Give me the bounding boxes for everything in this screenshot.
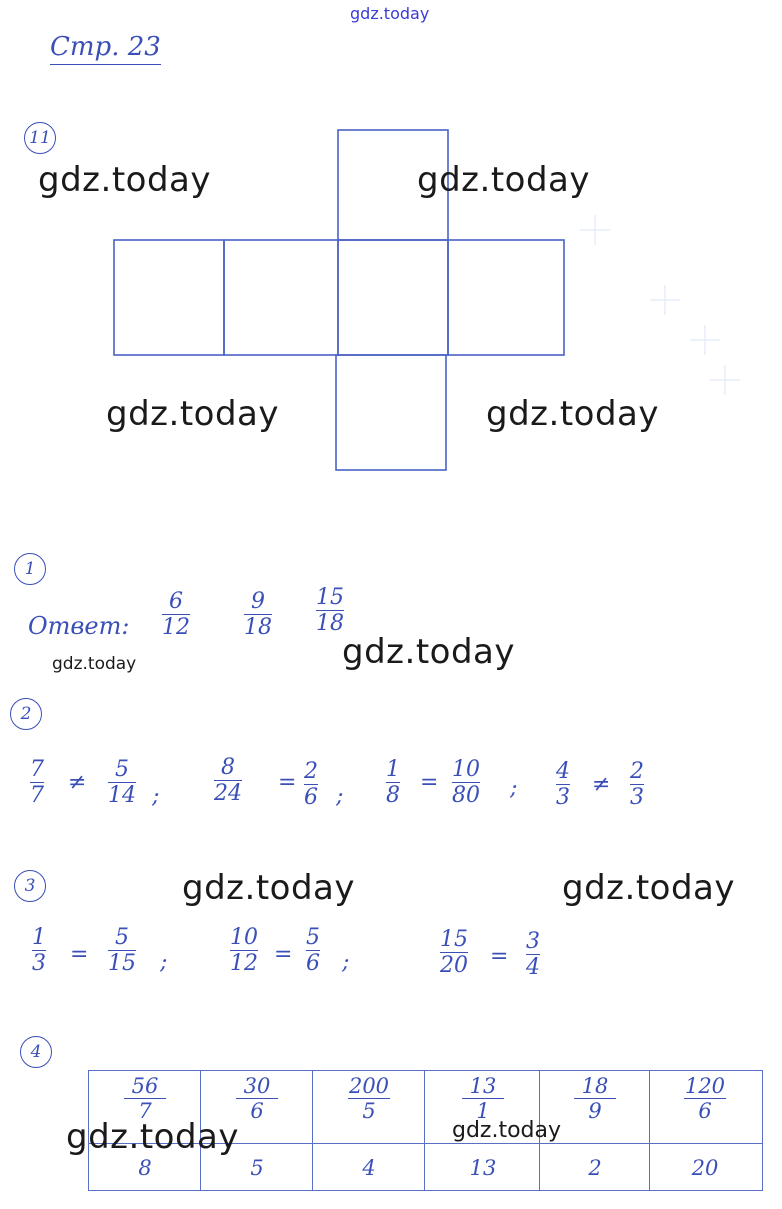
numerator: 10 (230, 925, 258, 950)
denominator: 15 (108, 951, 136, 977)
numerator: 200 (348, 1074, 390, 1098)
table-value-cell: 4 (362, 1156, 376, 1180)
numerator: 2 (304, 759, 318, 784)
fraction (30, 758, 44, 807)
denominator: 7 (138, 1099, 152, 1124)
answer-fraction (316, 586, 344, 635)
table-fraction-cell (89, 1075, 201, 1122)
faint-grid-decor (580, 215, 740, 395)
numerator: 5 (115, 757, 129, 782)
denominator: 18 (316, 611, 344, 637)
exercise-2-number: 2 (10, 698, 42, 730)
table-fraction-cell (649, 1075, 761, 1122)
denominator: 12 (230, 951, 258, 977)
table-fraction-cell (201, 1075, 313, 1122)
fraction (304, 760, 318, 809)
numerator: 1 (386, 757, 400, 782)
comparison-sign: = (274, 942, 293, 967)
net-square-center (338, 240, 448, 355)
answer-fraction (244, 590, 272, 639)
exercise-11-number: 11 (24, 122, 56, 154)
watermark-text: gdz.today (182, 868, 355, 908)
denominator: 4 (526, 955, 540, 981)
comparison-sign: = (420, 770, 439, 795)
comparison-sign: ≠ (592, 772, 611, 797)
watermark-text: gdz.today (417, 160, 590, 200)
denominator: 9 (588, 1099, 602, 1124)
fraction (230, 926, 258, 975)
denominator: 7 (30, 783, 44, 809)
fraction (386, 758, 400, 807)
numerator: 15 (440, 927, 468, 952)
denominator: 1 (476, 1099, 490, 1124)
watermark-text: gdz.today (66, 1117, 239, 1157)
answer-label: Ответ: (28, 612, 130, 640)
denominator: 6 (306, 951, 320, 977)
numerator: 2 (630, 759, 644, 784)
denominator: 5 (362, 1099, 376, 1124)
numerator: 56 (131, 1074, 159, 1098)
separator: ; (160, 950, 168, 975)
table-value-cell: 20 (691, 1156, 719, 1180)
numerator: 4 (556, 759, 570, 784)
top-watermark: gdz.today (350, 4, 430, 23)
numerator: 3 (526, 929, 540, 954)
separator: ; (342, 950, 350, 975)
separator: ; (152, 784, 160, 809)
denominator: 18 (244, 615, 272, 641)
watermark-text: gdz.today (106, 394, 279, 434)
numerator: 18 (581, 1074, 609, 1098)
fraction (108, 758, 136, 807)
numerator: 1 (32, 925, 46, 950)
exercise-3-number: 3 (14, 870, 46, 902)
net-square-bottom (336, 355, 446, 470)
numerator: 15 (316, 585, 344, 610)
numerator: 8 (221, 755, 235, 780)
watermark-text: gdz.today (52, 654, 137, 674)
fraction (214, 756, 242, 805)
fraction (526, 930, 540, 979)
fraction (452, 758, 480, 807)
denominator: 8 (386, 783, 400, 809)
table-value-cell: 5 (250, 1156, 264, 1180)
fraction (630, 760, 644, 809)
denominator: 3 (630, 785, 644, 811)
watermark-text: gdz.today (452, 1118, 562, 1143)
table-fraction-cell (313, 1075, 425, 1122)
watermark-text: gdz.today (342, 632, 515, 672)
numerator: 5 (115, 925, 129, 950)
fraction (440, 928, 468, 977)
table-value-cell: 2 (588, 1156, 602, 1180)
numerator: 10 (452, 757, 480, 782)
fraction (32, 926, 46, 975)
fraction (556, 760, 570, 809)
answer-fraction (162, 590, 190, 639)
page-label: Стр. 23 (50, 32, 161, 65)
denominator: 80 (452, 783, 480, 809)
numerator: 30 (243, 1074, 271, 1098)
comparison-sign: ≠ (68, 770, 87, 795)
fraction (306, 926, 320, 975)
separator: ; (510, 776, 518, 801)
exercise-1-number: 1 (14, 553, 46, 585)
fraction (108, 926, 136, 975)
numerator: 6 (169, 589, 183, 614)
table-value-cell: 13 (469, 1156, 497, 1180)
table-fraction-cell (539, 1075, 651, 1122)
denominator: 6 (698, 1099, 712, 1124)
net-square-2 (224, 240, 338, 355)
net-square-1 (114, 240, 224, 355)
denominator: 3 (556, 785, 570, 811)
exercise-4-number: 4 (20, 1036, 52, 1068)
numerator: 5 (306, 925, 320, 950)
denominator: 24 (214, 781, 242, 807)
comparison-sign: = (278, 770, 297, 795)
denominator: 3 (32, 951, 46, 977)
denominator: 12 (162, 615, 190, 641)
numerator: 7 (30, 757, 44, 782)
comparison-sign: = (70, 942, 89, 967)
denominator: 6 (250, 1099, 264, 1124)
separator: ; (336, 784, 344, 809)
watermark-text: gdz.today (38, 160, 211, 200)
denominator: 20 (440, 953, 468, 979)
numerator: 13 (469, 1074, 497, 1098)
numerator: 120 (684, 1074, 726, 1098)
table-fraction-cell (427, 1075, 539, 1122)
denominator: 14 (108, 783, 136, 809)
table-value-cell: 8 (138, 1156, 152, 1180)
watermark-text: gdz.today (562, 868, 735, 908)
numerator: 9 (251, 589, 265, 614)
net-square-4 (448, 240, 564, 355)
comparison-sign: = (490, 944, 509, 969)
watermark-text: gdz.today (486, 394, 659, 434)
denominator: 6 (304, 785, 318, 811)
